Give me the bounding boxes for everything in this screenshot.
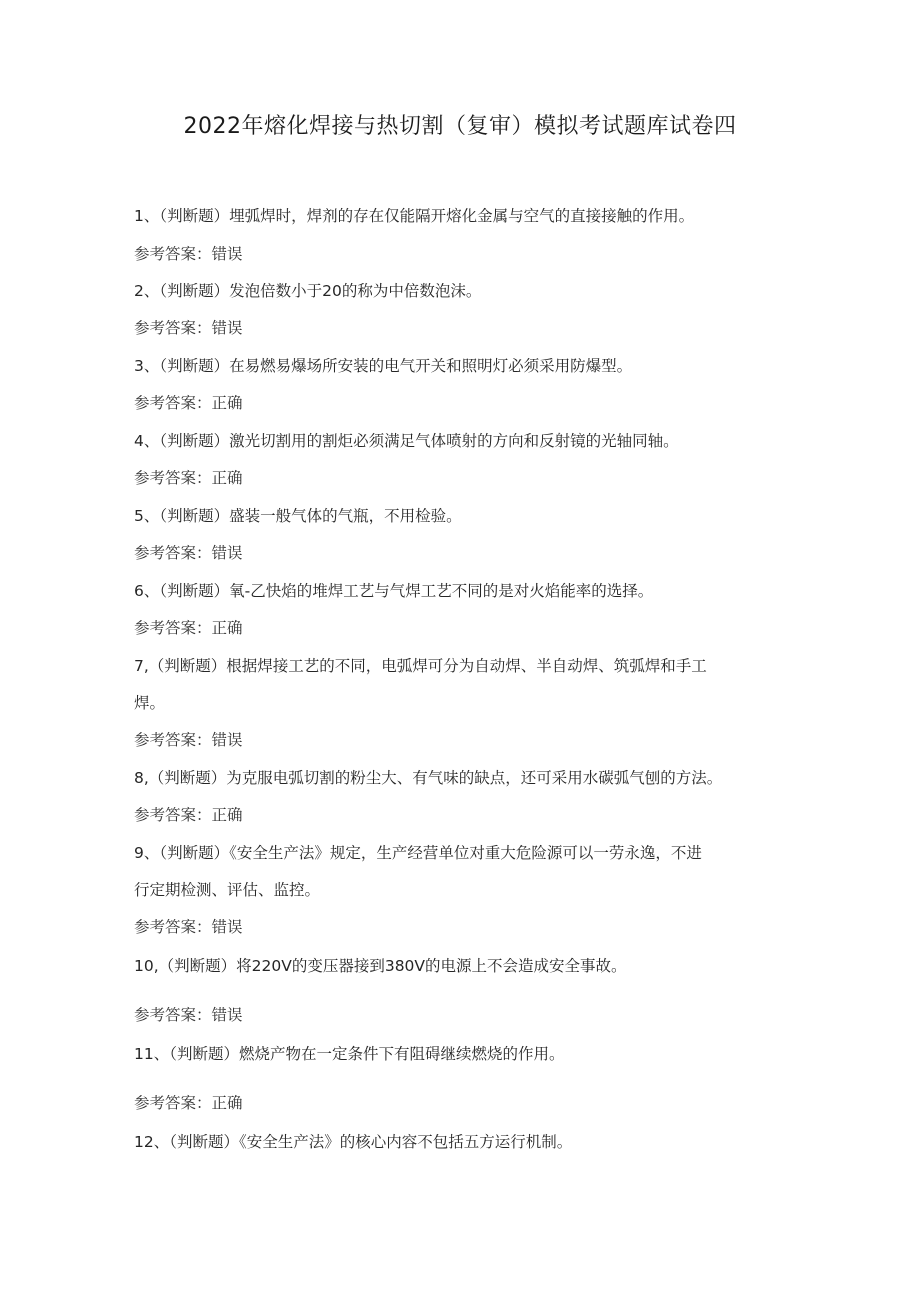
question-5-text: 5、（判断题）盛装一般气体的气瓶，不用检验。 [134,507,462,525]
document-title: 2022年熔化焊接与热切割（复审）模拟考试题库试卷四 [183,114,737,139]
answer-2: 参考答案：错误 [134,319,243,337]
question-12-text: 12、（判断题）《安全生产法》的核心内容不包括五方运行机制。 [134,1133,573,1151]
question-10-text: 10,（判断题）将220V的变压器接到380V的电源上不会造成安全事故。 [134,957,627,975]
answer-9: 参考答案：错误 [134,918,243,936]
answer-10: 参考答案：错误 [134,1006,243,1024]
question-8-text: 8,（判断题）为克服电弧切割的粉尘大、有气味的缺点，还可采用水碳弧气刨的方法。 [134,769,723,787]
answer-3: 参考答案：正确 [134,394,243,412]
question-2-text: 2、（判断题）发泡倍数小于20的称为中倍数泡沫。 [134,282,482,300]
answer-5: 参考答案：错误 [134,544,243,562]
answer-6: 参考答案：正确 [134,619,243,637]
question-7-text-continued: 焊。 [134,694,166,712]
question-7-text: 7,（判断题）根据焊接工艺的不同，电弧焊可分为自动焊、半自动焊、筑弧焊和手工 [134,657,707,675]
question-9-text: 9、（判断题）《安全生产法》规定，生产经营单位对重大危险源可以一劳永逸，不进 [134,844,702,862]
answer-4: 参考答案：正确 [134,469,243,487]
question-11-text: 11、（判断题）燃烧产物在一定条件下有阻碍继续燃烧的作用。 [134,1045,565,1063]
question-9-text-continued: 行定期检测、评估、监控。 [134,881,321,899]
answer-8: 参考答案：正确 [134,806,243,824]
answer-11: 参考答案：正确 [134,1094,243,1112]
answer-1: 参考答案：错误 [134,245,243,263]
answer-7: 参考答案：错误 [134,731,243,749]
question-1-text: 1、（判断题）埋弧焊时，焊剂的存在仅能隔开熔化金属与空气的直接接触的作用。 [134,207,695,225]
question-4-text: 4、（判断题）激光切割用的割炬必须满足气体喷射的方向和反射镜的光轴同轴。 [134,432,679,450]
question-3-text: 3、（判断题）在易燃易爆场所安装的电气开关和照明灯必须采用防爆型。 [134,357,633,375]
question-6-text: 6、（判断题）氧-乙快焰的堆焊工艺与气焊工艺不同的是对火焰能率的选择。 [134,582,654,600]
